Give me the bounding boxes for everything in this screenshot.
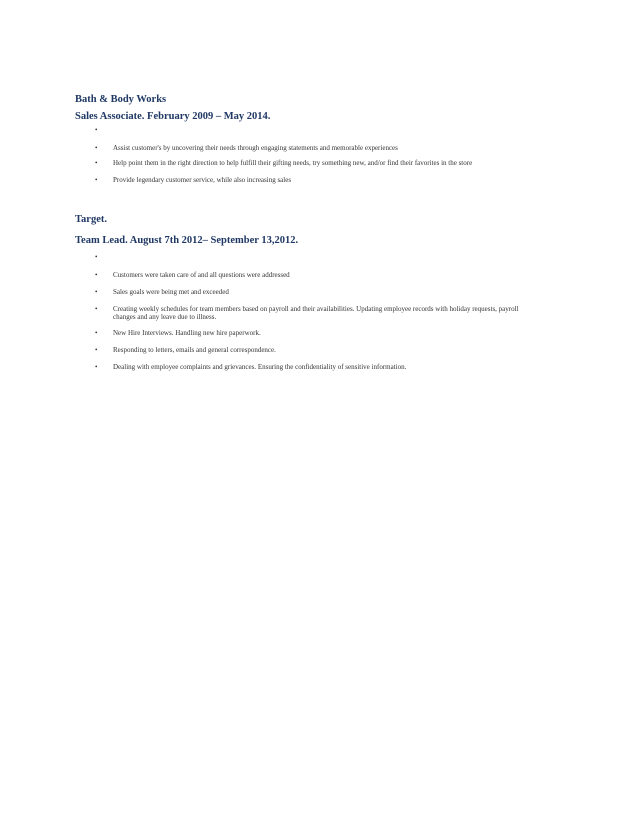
bullet-icon: • bbox=[95, 288, 98, 296]
bullet-icon: • bbox=[95, 329, 98, 337]
company-name: Bath & Body Works bbox=[75, 94, 167, 105]
list-item: • Customers were taken care of and all questions were addressed bbox=[95, 271, 290, 279]
bullet-icon: • bbox=[95, 126, 98, 134]
job-section-bath-body-works bbox=[75, 94, 575, 184]
bullet-icon: • bbox=[95, 253, 98, 261]
duty-list bbox=[75, 253, 575, 371]
role-title: Sales Associate. February 2009 – May 2014. bbox=[75, 111, 271, 122]
list-item: • Help point them in the right direction to help fulfill their gifting needs, try something new, and/or find their favorites in the store bbox=[95, 159, 473, 167]
list-item: • Assist customer's by uncovering their needs through engaging statements and memorable experiences bbox=[95, 144, 398, 152]
bullet-icon: • bbox=[95, 159, 98, 167]
list-item: • Provide legendary customer service, while also increasing sales bbox=[95, 176, 292, 184]
list-item: • Dealing with employee complaints and grievances. Ensuring the confidentiality of sensitive information. bbox=[95, 363, 407, 371]
list-item bbox=[75, 126, 575, 138]
duty-list bbox=[75, 126, 575, 184]
bullet-icon: • bbox=[95, 363, 98, 371]
list-item: • New Hire Interviews. Handling new hire paperwork. bbox=[95, 329, 261, 337]
list-item: • Creating weekly schedules for team members based on payroll and their availabilities. Updating employee records with holiday requests, payroll changes and any leave due to illness. bbox=[95, 305, 519, 321]
list-item: • Responding to letters, emails and general correspondence. bbox=[95, 346, 276, 354]
bullet-icon: • bbox=[95, 305, 98, 313]
bullet-icon: • bbox=[95, 346, 98, 354]
bullet-icon: • bbox=[95, 144, 98, 152]
company-name: Target. bbox=[75, 214, 107, 225]
list-item: • Sales goals were being met and exceeded bbox=[95, 288, 229, 296]
role-title: Team Lead. August 7th 2012– September 13,2012. bbox=[75, 235, 299, 246]
bullet-icon: • bbox=[95, 176, 98, 184]
list-item bbox=[75, 253, 575, 265]
bullet-icon: • bbox=[95, 271, 98, 279]
job-section-target bbox=[75, 214, 575, 371]
